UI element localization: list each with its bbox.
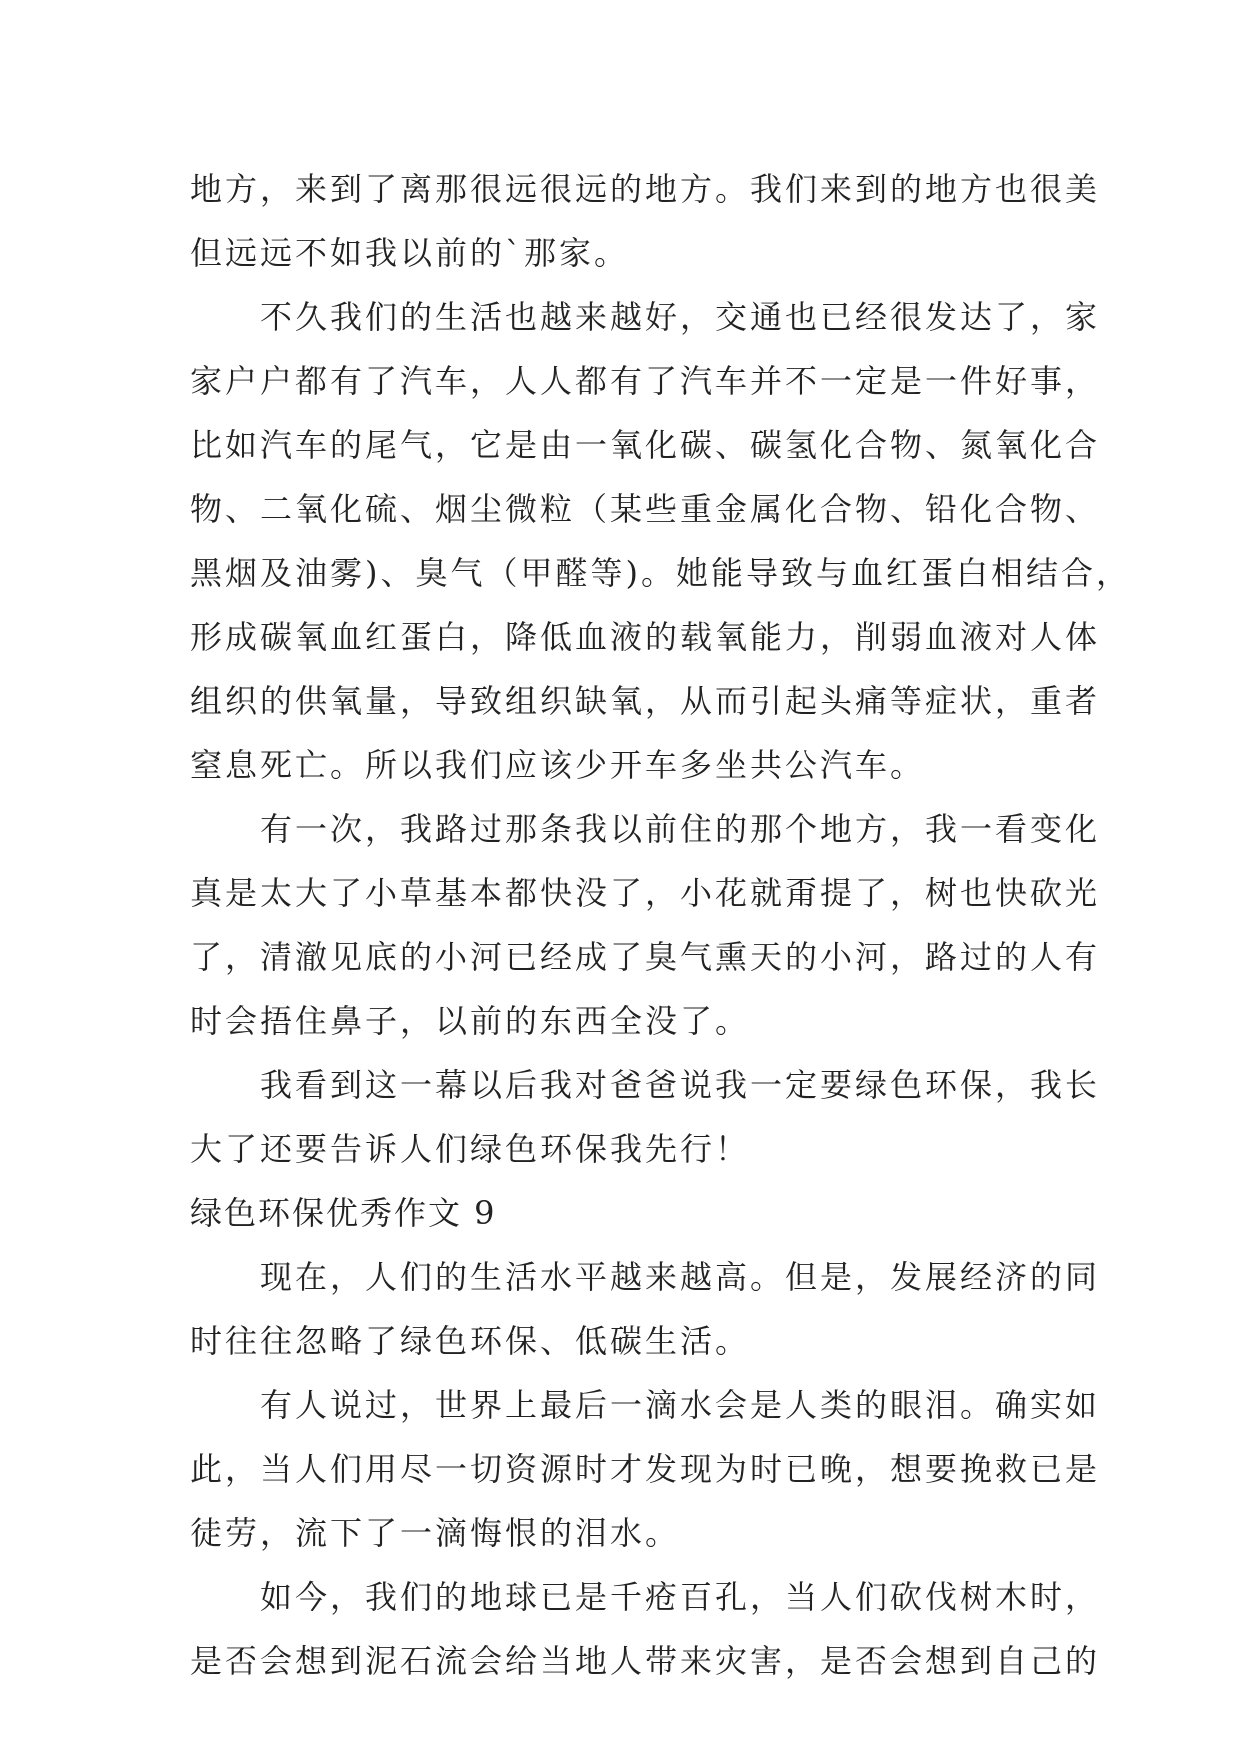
- text-line: 比如汽车的尾气，它是由一氧化碳、碳氢化合物、氮氧化合: [190, 426, 1101, 464]
- essay-text: [190, 157, 1131, 1693]
- text-line: 了，清澈见底的小河已经成了臭气熏天的小河，路过的人有: [190, 938, 1101, 976]
- text-line: 窒息死亡。所以我们应该少开车多坐共公汽车。: [190, 746, 926, 784]
- text-line: 徒劳，流下了一滴悔恨的泪水。: [190, 1514, 681, 1552]
- text-line: 真是太大了小草基本都快没了，小花就甭提了，树也快砍光: [190, 874, 1101, 912]
- text-line: 家户户都有了汽车，人人都有了汽车并不一定是一件好事，: [190, 362, 1101, 400]
- text-line: 形成碳氧血红蛋白，降低血液的载氧能力，削弱血液对人体: [190, 618, 1101, 656]
- text-line: 但远远不如我以前的`那家。: [190, 234, 630, 272]
- text-line: 时往往忽略了绿色环保、低碳生活。: [190, 1322, 751, 1360]
- paragraph-start-line: 有一次，我路过那条我以前住的那个地方，我一看变化: [190, 810, 1101, 848]
- text-line: 是否会想到泥石流会给当地人带来灾害，是否会想到自己的: [190, 1642, 1101, 1680]
- text-line: 地方，来到了离那很远很远的地方。我们来到的地方也很美: [190, 170, 1101, 208]
- paragraph-start-line: 有人说过，世界上最后一滴水会是人类的眼泪。确实如: [190, 1386, 1101, 1424]
- paragraph-start-line: 如今，我们的地球已是千疮百孔，当人们砍伐树木时，: [190, 1578, 1101, 1616]
- paragraph-start-line: 我看到这一幕以后我对爸爸说我一定要绿色环保，我长: [190, 1066, 1101, 1104]
- text-line: 此，当人们用尽一切资源时才发现为时已晚，想要挽救已是: [190, 1450, 1101, 1488]
- text-line: 黑烟及油雾)、臭气（甲醛等)。她能导致与血红蛋白相结合，: [190, 554, 1131, 592]
- paragraph-start-line: 现在，人们的生活水平越来越高。但是，发展经济的同: [190, 1258, 1101, 1296]
- paragraph-start-line: 不久我们的生活也越来越好，交通也已经很发达了，家: [190, 298, 1101, 336]
- text-line: 时会捂住鼻子，以前的东西全没了。: [190, 1002, 751, 1040]
- text-line: 组织的供氧量，导致组织缺氧，从而引起头痛等症状，重者: [190, 682, 1101, 720]
- section-heading: 绿色环保优秀作文 9: [190, 1194, 497, 1232]
- text-line: 物、二氧化硫、烟尘微粒（某些重金属化合物、铅化合物、: [190, 490, 1101, 528]
- text-line: 大了还要告诉人们绿色环保我先行！: [190, 1130, 751, 1168]
